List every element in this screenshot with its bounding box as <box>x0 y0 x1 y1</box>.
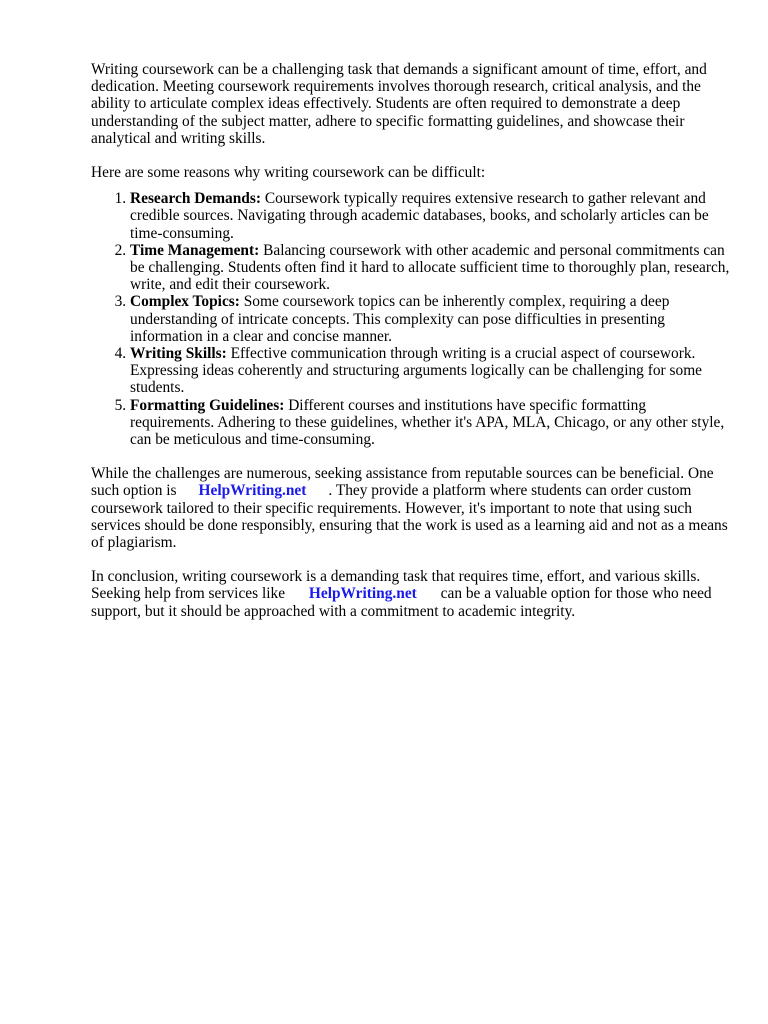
reason-term: Writing Skills: <box>130 345 227 363</box>
conclusion-text-after: can be a valuable option for those who need support, but it should be approached with a commitment to academic integrity. <box>91 585 712 620</box>
document-page <box>91 61 731 620</box>
reason-text: Balancing coursework with other academic and personal commitments can be challenging. Students often find it hard to allocate sufficient time to thoroughly plan, research, write, and edit their coursework. <box>130 241 730 294</box>
conclusion-paragraph <box>91 568 731 620</box>
list-item <box>130 345 731 397</box>
list-item <box>130 190 731 242</box>
helpwriting-link[interactable]: HelpWriting.net <box>198 482 307 500</box>
list-item <box>130 242 731 294</box>
intro-paragraph: Writing coursework can be a challenging task that demands a significant amount of time, effort, and dedication. Meeting coursework requirements involves thorough research, critical analysis, and the ability to articulate complex ideas effectively. Students are often required to demonstrate a deep understanding of the subject matter, adhere to specific formatting guidelines, and showcase their analytical and writing skills. <box>91 61 707 147</box>
reasons-list <box>91 190 731 448</box>
list-item <box>130 397 731 449</box>
reason-term: Research Demands: <box>130 190 261 208</box>
reason-text: Coursework typically requires extensive research to gather relevant and credible sources. Navigating through academic databases, books, and scholarly articles can be time-consuming. <box>130 190 709 242</box>
reason-text: Some coursework topics can be inherently complex, requiring a deep understanding of intricate concepts. This complexity can pose difficulties in presenting information in a clear and concise manner. <box>130 293 670 345</box>
reason-term: Complex Topics: <box>130 293 240 311</box>
assistance-text-after: . They provide a platform where students can order custom coursework tailored to their specific requirements. However, it's important to note that using such services should be done responsibly, ensuring that the work is used as a learning aid and not as a means of plagiarism. <box>91 482 728 552</box>
reason-text: Effective communication through writing is a crucial aspect of coursework. Expressing ideas coherently and structuring arguments logically can be challenging for some students. <box>130 345 702 397</box>
reason-term: Time Management: <box>130 241 260 259</box>
helpwriting-link[interactable]: HelpWriting.net <box>308 585 417 603</box>
assistance-paragraph <box>91 465 731 551</box>
reasons-intro-paragraph: Here are some reasons why writing coursework can be difficult: <box>91 164 486 182</box>
reason-text: Different courses and institutions have specific formatting requirements. Adhering to these guidelines, whether it's APA, MLA, Chicago, or any other style, can be meticulous and time-consuming. <box>130 396 725 449</box>
conclusion-text-before: In conclusion, writing coursework is a demanding task that requires time, effort, and various skills. Seeking help from services like <box>91 568 701 603</box>
assistance-text-before: While the challenges are numerous, seeking assistance from reputable sources can be beneficial. One such option is <box>91 465 714 500</box>
reason-term: Formatting Guidelines: <box>130 396 285 414</box>
list-item <box>130 293 731 345</box>
